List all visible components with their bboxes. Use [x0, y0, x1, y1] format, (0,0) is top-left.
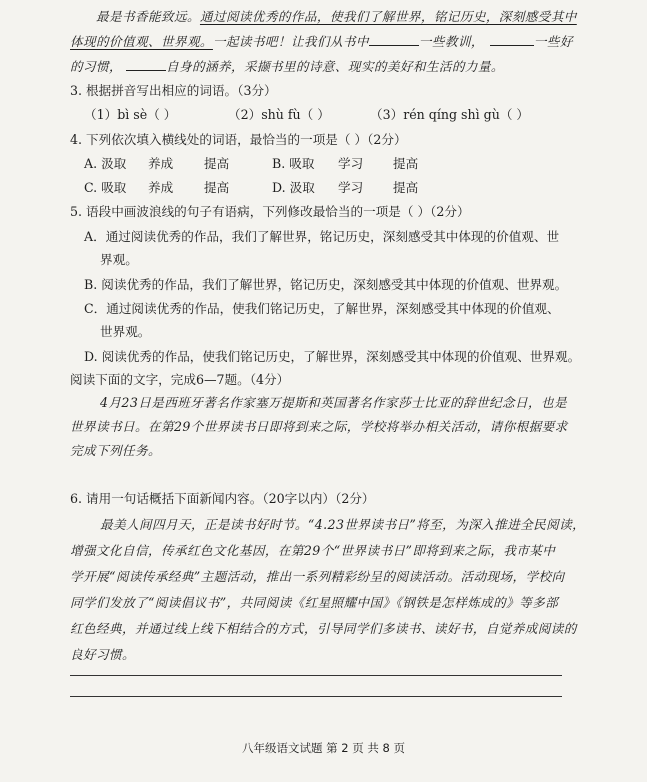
- question-3-title: 3. 根据拼音写出相应的词语。（3分）: [70, 83, 277, 98]
- q5-option-b[interactable]: B. 阅读优秀的作品，我们了解世界，铭记历史，深刻感受其中体现的价值观、世界观。: [84, 277, 568, 292]
- q5-option-c[interactable]: C．通过阅读优秀的作品，使我们铭记历史，了解世界，深刻感受其中体现的价值观、: [84, 301, 560, 316]
- q3-item-3[interactable]: （3）rén qíng shì gù（ ）: [370, 107, 530, 122]
- option-word: 学习: [338, 156, 364, 171]
- reading-para-line-3: 完成下列任务。: [70, 443, 161, 458]
- reading-para-line-2: 世界读书日。在第29个世界读书日即将到来之际，学校将举办相关活动，请你根据要求: [70, 419, 568, 434]
- option-word: D. 汲取: [272, 180, 315, 195]
- option-word: 提高: [204, 180, 230, 195]
- fill-blank-1[interactable]: [369, 33, 419, 46]
- q5-option-d[interactable]: D. 阅读优秀的作品，使我们铭记历史，了解世界，深刻感受其中体现的价值观、世界观。: [84, 349, 581, 364]
- option-word: 提高: [393, 180, 419, 195]
- fill-blank-3[interactable]: [126, 58, 166, 71]
- q4-option-b[interactable]: [272, 155, 419, 173]
- q4-option-a[interactable]: [84, 155, 230, 173]
- question-6-title: 6. 请用一句话概括下面新闻内容。（20字以内）（2分）: [70, 491, 375, 506]
- answer-line-2[interactable]: [70, 696, 562, 697]
- intro-line-1: [96, 8, 577, 26]
- question-4-title: 4. 下列依次填入横线处的词语，最恰当的一项是（ ）（2分）: [70, 132, 407, 147]
- reading-para-line-1: 4月23日是西班牙著名作家塞万提斯和英国著名作家莎士比亚的辞世纪念日，也是: [100, 395, 568, 410]
- news-line-1: 最美人间四月天，正是读书好时节。“4.23世界读书日”将至，为深入推进全民阅读，: [100, 517, 586, 532]
- option-word: 养成: [148, 180, 174, 195]
- wavy-underlined-sentence-end: 体现的价值观、世界观。: [70, 34, 213, 49]
- wavy-underlined-sentence: 通过阅读优秀的作品，使我们了解世界，铭记历史，深刻感受其中: [199, 9, 577, 24]
- intro-text: 一些好: [533, 34, 573, 49]
- q5-option-a[interactable]: A．通过阅读优秀的作品，我们了解世界，铭记历史，深刻感受其中体现的价值观、世: [84, 229, 560, 244]
- q5-option-c-cont: 世界观。: [100, 324, 151, 339]
- q4-option-d[interactable]: [272, 179, 419, 197]
- reading-intro: 阅读下面的文字，完成6—7题。（4分）: [70, 372, 290, 387]
- option-word: 养成: [148, 156, 174, 171]
- intro-line-3: [70, 58, 504, 76]
- q3-item-2[interactable]: （2）shù fù（ ）: [228, 107, 330, 122]
- news-line-2: 增强文化自信，传承红色文化基因，在第29个“世界读书日”即将到来之际，我市某中: [70, 543, 556, 558]
- q3-item-1[interactable]: （1）bì sè（ ）: [84, 107, 177, 122]
- fill-blank-2[interactable]: [490, 33, 534, 46]
- news-line-3: 学开展“阅读传承经典”主题活动，推出一系列精彩纷呈的阅读活动。活动现场，学校向: [70, 569, 565, 584]
- intro-text: 一些教训，: [418, 34, 484, 49]
- intro-text: 的习惯，: [70, 59, 122, 74]
- news-line-4: 同学们发放了“阅读倡议书”，共同阅读《红星照耀中国》《钢铁是怎样炼成的》等多部: [70, 595, 559, 610]
- option-word: 学习: [338, 180, 364, 195]
- intro-text: 最是书香能致远。: [96, 9, 200, 24]
- intro-line-2: [70, 33, 573, 51]
- question-5-title: 5. 语段中画波浪线的句子有语病，下列修改最恰当的一项是（ ）（2分）: [70, 204, 470, 219]
- news-line-5: 红色经典，并通过线上线下相结合的方式，引导同学们多读书、读好书，自觉养成阅读的: [70, 621, 577, 636]
- q5-option-a-cont: 界观。: [100, 252, 138, 267]
- option-word: B. 吸取: [272, 156, 315, 171]
- option-word: A. 汲取: [84, 156, 127, 171]
- intro-text: 一起读书吧！让我们从书中: [212, 34, 369, 49]
- option-word: 提高: [393, 156, 419, 171]
- option-word: C. 吸取: [84, 180, 127, 195]
- news-line-6: 良好习惯。: [70, 647, 135, 662]
- q4-option-c[interactable]: [84, 179, 230, 197]
- option-word: 提高: [204, 156, 230, 171]
- page-footer: 八年级语文试题 第 2 页 共 8 页: [241, 741, 406, 755]
- intro-text: 自身的涵养，采撷书里的诗意、现实的美好和生活的力量。: [165, 59, 504, 74]
- answer-line-1[interactable]: [70, 675, 562, 676]
